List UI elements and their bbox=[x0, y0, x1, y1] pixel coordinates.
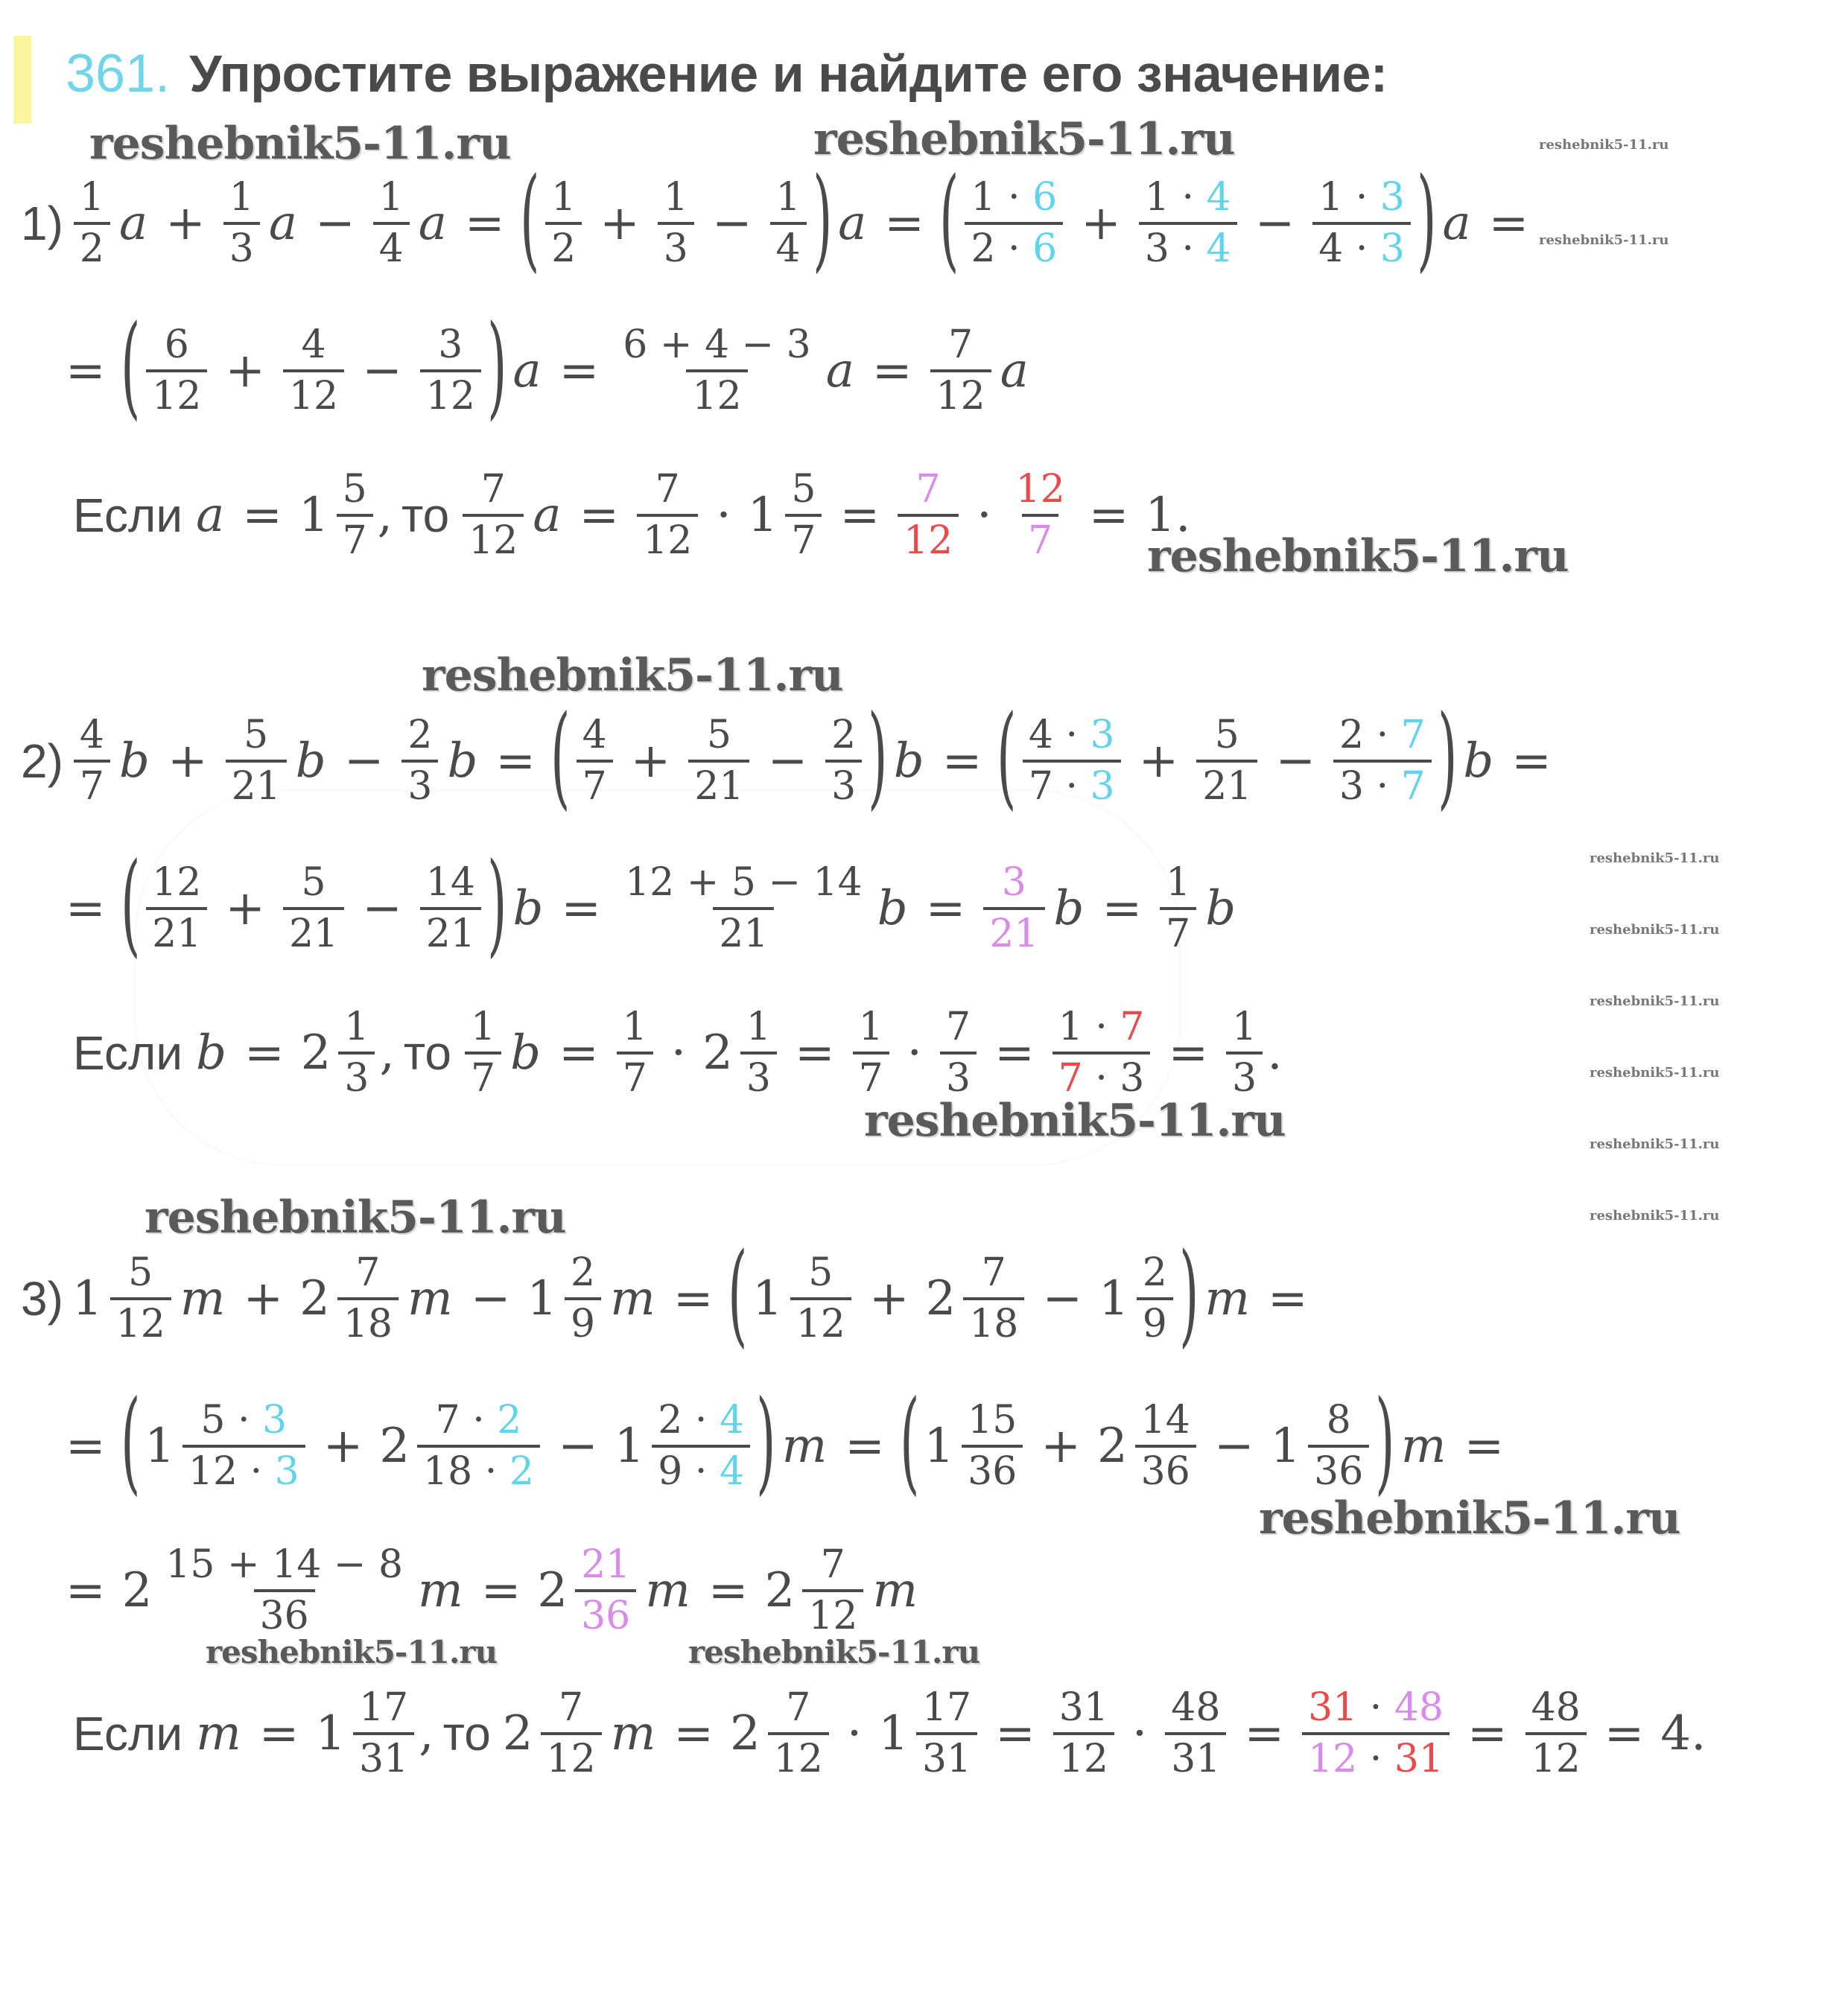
part2-answer-line: Если b = 2 $\frac{1}{3}$ , то $\frac{1}{7}$ b = $\frac{1}{7}$ · 2 $\frac{1}{3}$ = $\frac{1}{7}$ · $\frac{7}{3}$ = $\frac{1 \cdot 7}{7 \cdot 3}$ = $\frac{1}{3}$ . bbox=[73, 971, 1283, 1135]
variable: m bbox=[196, 1706, 241, 1761]
fraction: $\frac{1}{3}$ bbox=[740, 1003, 777, 1103]
watermark: reshebnik5-11.ru bbox=[1590, 1136, 1720, 1152]
fraction: $\frac{2 \cdot 4}{9 \cdot 4}$ bbox=[652, 1396, 750, 1496]
variable: b bbox=[447, 734, 478, 789]
fraction: $\frac{2}{3}$ bbox=[401, 711, 438, 811]
exercise-prompt: Упростите выражение и найдите его значение: bbox=[189, 45, 1388, 103]
fraction: $\frac{5}{21}$ bbox=[226, 711, 287, 811]
fraction: $\frac{1}{3}$ bbox=[223, 174, 260, 273]
watermark: reshebnik5-11.ru bbox=[1590, 993, 1720, 1009]
fraction: $\frac{12 + 5 - 14}{21}$ bbox=[619, 859, 869, 958]
fraction: $\frac{1}{7}$ bbox=[465, 1003, 501, 1103]
part3-line3: = 2 $\frac{15 + 14 - 8}{36}$ m = 2 $\frac{21}{36}$ m = 2 $\frac{7}{12}$ m bbox=[66, 1509, 922, 1673]
variable: m bbox=[872, 1563, 918, 1618]
watermark: reshebnik5-11.ru bbox=[688, 1634, 980, 1670]
fraction: $\frac{31 \cdot 48}{12 \cdot 31}$ bbox=[1302, 1684, 1449, 1784]
variable: a bbox=[268, 196, 298, 251]
watermark: reshebnik5-11.ru bbox=[1147, 530, 1569, 582]
fraction: $\frac{7 \cdot 2}{18 \cdot 2}$ bbox=[417, 1396, 540, 1496]
part1-label: 1) bbox=[21, 197, 63, 250]
fraction: $\frac{48}{31}$ bbox=[1165, 1684, 1226, 1784]
fraction: $\frac{14}{21}$ bbox=[420, 859, 481, 958]
part1-line2: = ( $\frac{6}{12}$ + $\frac{4}{12}$ − $\frac{3}{12}$ ) a = $\frac{6 + 4 - 3}{12}$ a = $\frac{7}{12}$ a bbox=[66, 302, 1029, 431]
variable: b bbox=[295, 734, 326, 789]
fraction: $\frac{4}{12}$ bbox=[283, 321, 344, 421]
fraction: $\frac{5}{7}$ bbox=[785, 465, 822, 565]
variable: b bbox=[1205, 881, 1236, 936]
watermark: reshebnik5-11.ru bbox=[422, 649, 843, 702]
part3-line1: 3) 1 $\frac{5}{12}$ m + 2 $\frac{7}{18}$ m − 1 $\frac{2}{9}$ m = ( 1 $\frac{5}{12}$ + 2 $\frac{7}{18}$ − 1 $\frac{2}{9}$ ) m = bbox=[21, 1230, 1308, 1359]
variable: m bbox=[407, 1271, 453, 1326]
variable: m bbox=[1400, 1419, 1447, 1474]
fraction: $\frac{7}{18}$ bbox=[337, 1249, 399, 1349]
fraction: $\frac{1}{2}$ bbox=[74, 174, 110, 273]
fraction: $\frac{6}{12}$ bbox=[146, 321, 207, 421]
part1-line1: 1) $\frac{1}{2}$ a + $\frac{1}{3}$ a − $\frac{1}{4}$ a = ( $\frac{1}{2}$ + $\frac{1}{3}$ − $\frac{1}{4}$ ) a = ( $\frac{1 \cdot 6}{2 \cdot 6}$ + $\frac{1 \cdot 4}{3 \cdot 4}$ − $\frac{1 \cdot 3}{4 \cdot 3}$ ) a = bbox=[21, 154, 1529, 284]
variable: b bbox=[510, 1025, 542, 1081]
fraction: $\frac{7}{12}$ bbox=[768, 1684, 829, 1784]
variable: a bbox=[533, 488, 562, 543]
fraction: $\frac{4}{7}$ bbox=[577, 711, 613, 811]
fraction: $\frac{5}{21}$ bbox=[283, 859, 344, 958]
watermark: reshebnik5-11.ru bbox=[1539, 137, 1669, 153]
fraction: $\frac{4 \cdot 3}{7 \cdot 3}$ bbox=[1023, 711, 1121, 811]
fraction: $\frac{21}{36}$ bbox=[575, 1541, 636, 1641]
word-if: Если bbox=[73, 489, 183, 542]
fraction: $\frac{2}{3}$ bbox=[825, 711, 862, 811]
watermark: reshebnik5-11.ru bbox=[1259, 1492, 1680, 1545]
variable: m bbox=[180, 1271, 226, 1326]
fraction: $\frac{1}{3}$ bbox=[338, 1003, 375, 1103]
watermark: reshebnik5-11.ru bbox=[1539, 232, 1669, 248]
variable: m bbox=[610, 1706, 656, 1761]
fraction: $\frac{5}{12}$ bbox=[790, 1249, 851, 1349]
watermark: reshebnik5-11.ru bbox=[1590, 1065, 1720, 1081]
fraction: $\frac{1 \cdot 7}{7 \cdot 3}$ bbox=[1052, 1003, 1151, 1103]
part2-label: 2) bbox=[21, 734, 63, 788]
fraction: $\frac{1}{2}$ bbox=[545, 174, 582, 273]
fraction: $\frac{2 \cdot 7}{3 \cdot 7}$ bbox=[1333, 711, 1432, 811]
fraction: $\frac{1}{3}$ bbox=[1226, 1003, 1263, 1103]
variable: m bbox=[645, 1563, 690, 1618]
exercise-title bbox=[66, 43, 1388, 104]
variable: b bbox=[512, 881, 544, 936]
part1-answer-line: Если a = 1 $\frac{5}{7}$ , то $\frac{7}{12}$ a = $\frac{7}{12}$ · 1 $\frac{5}{7}$ = $\frac{7}{12}$ · $\frac{12}{7}$ = 1. bbox=[73, 433, 1193, 597]
fraction: $\frac{3}{12}$ bbox=[420, 321, 481, 421]
fraction: $\frac{15}{36}$ bbox=[962, 1396, 1023, 1496]
fraction: $\frac{7}{12}$ bbox=[541, 1684, 602, 1784]
fraction: $\frac{7}{18}$ bbox=[963, 1249, 1024, 1349]
variable: m bbox=[610, 1271, 655, 1326]
fraction: $\frac{5}{12}$ bbox=[110, 1249, 171, 1349]
part2-line2: = ( $\frac{12}{21}$ + $\frac{5}{21}$ − $\frac{14}{21}$ ) b = $\frac{12 + 5 - 14}{21}$ b = $\frac{3}{21}$ b = $\frac{1}{7}$ b bbox=[66, 839, 1236, 969]
word-then: то bbox=[403, 1026, 451, 1080]
variable: a bbox=[1442, 196, 1471, 251]
fraction: $\frac{7}{12}$ bbox=[463, 465, 524, 565]
fraction: $\frac{31}{12}$ bbox=[1053, 1684, 1114, 1784]
watermark: reshebnik5-11.ru bbox=[89, 118, 511, 170]
part2-line1: 2) $\frac{4}{7}$ b + $\frac{5}{21}$ b − $\frac{2}{3}$ b = ( $\frac{4}{7}$ + $\frac{5}{21}$ − $\frac{2}{3}$ ) b = ( $\frac{4 \cdot 3}{7 \cdot 3}$ + $\frac{5}{21}$ − $\frac{2 \cdot 7}{3 \cdot 7}$ ) b = bbox=[21, 692, 1552, 821]
fraction: $\frac{1}{3}$ bbox=[658, 174, 694, 273]
variable: b bbox=[1463, 734, 1494, 789]
fraction: $\frac{7}{12}$ bbox=[930, 321, 991, 421]
fraction: $\frac{5 \cdot 3}{12 \cdot 3}$ bbox=[182, 1396, 305, 1496]
fraction: $\frac{4}{7}$ bbox=[74, 711, 110, 811]
watermark: reshebnik5-11.ru bbox=[1590, 850, 1720, 866]
watermark: reshebnik5-11.ru bbox=[206, 1634, 498, 1670]
fraction: $\frac{15 + 14 - 8}{36}$ bbox=[159, 1541, 409, 1641]
watermark: reshebnik5-11.ru bbox=[864, 1095, 1286, 1147]
fraction: $\frac{2}{9}$ bbox=[1137, 1249, 1173, 1349]
watermark: reshebnik5-11.ru bbox=[1590, 922, 1720, 938]
fraction: $\frac{8}{36}$ bbox=[1308, 1396, 1369, 1496]
variable: a bbox=[196, 488, 225, 543]
word-if: Если bbox=[73, 1707, 183, 1760]
fraction: $\frac{1}{4}$ bbox=[770, 174, 807, 273]
fraction: $\frac{1}{7}$ bbox=[1160, 859, 1196, 958]
variable: a bbox=[119, 196, 148, 251]
fraction: $\frac{1 \cdot 4}{3 \cdot 4}$ bbox=[1139, 174, 1237, 273]
fraction: $\frac{6 + 4 - 3}{12}$ bbox=[617, 321, 817, 421]
fraction: $\frac{1}{7}$ bbox=[617, 1003, 653, 1103]
watermark: reshebnik5-11.ru bbox=[145, 1192, 566, 1244]
title-highlight-bar bbox=[13, 36, 31, 124]
variable: a bbox=[1000, 343, 1029, 398]
fraction: $\frac{5}{21}$ bbox=[688, 711, 749, 811]
fraction: $\frac{1}{4}$ bbox=[373, 174, 410, 273]
watermark: reshebnik5-11.ru bbox=[813, 113, 1235, 165]
fraction: $\frac{7}{3}$ bbox=[940, 1003, 977, 1103]
variable: a bbox=[838, 196, 867, 251]
fraction: $\frac{1}{7}$ bbox=[853, 1003, 889, 1103]
part3-label: 3) bbox=[21, 1272, 63, 1326]
fraction: $\frac{3}{21}$ bbox=[983, 859, 1044, 958]
fraction: $\frac{48}{12}$ bbox=[1525, 1684, 1587, 1784]
variable: b bbox=[119, 734, 150, 789]
variable: b bbox=[877, 881, 908, 936]
variable: a bbox=[825, 343, 854, 398]
fraction: $\frac{7}{12}$ bbox=[898, 465, 959, 565]
variable: a bbox=[418, 196, 447, 251]
fraction: $\frac{1 \cdot 3}{4 \cdot 3}$ bbox=[1312, 174, 1411, 273]
variable: b bbox=[196, 1025, 227, 1081]
variable: a bbox=[512, 343, 542, 398]
exercise-number: 361. bbox=[66, 44, 171, 104]
variable: b bbox=[1053, 881, 1085, 936]
fraction: $\frac{17}{31}$ bbox=[353, 1684, 414, 1784]
fraction: $\frac{1 \cdot 6}{2 \cdot 6}$ bbox=[965, 174, 1063, 273]
word-if: Если bbox=[73, 1026, 183, 1080]
variable: m bbox=[1204, 1271, 1251, 1326]
fraction: $\frac{17}{31}$ bbox=[916, 1684, 977, 1784]
fraction: $\frac{7}{12}$ bbox=[802, 1541, 863, 1641]
fraction: $\frac{5}{7}$ bbox=[337, 465, 373, 565]
part3-answer-line: Если m = 1 $\frac{17}{31}$ , то 2 $\frac{7}{12}$ m = 2 $\frac{7}{12}$ · 1 $\frac{17}{31}$ = $\frac{31}{12}$ · $\frac{48}{31}$ = $\frac{31 \cdot 48}{12 \cdot 31}$ = $\frac{48}{12}$ = 4. bbox=[73, 1652, 1709, 1816]
word-then: то bbox=[401, 489, 450, 542]
fraction: $\frac{7}{12}$ bbox=[637, 465, 698, 565]
part3-line2: = ( 1 $\frac{5 \cdot 3}{12 \cdot 3}$ + 2 $\frac{7 \cdot 2}{18 \cdot 2}$ − 1 $\frac{2 \cdot 4}{9 \cdot 4}$ ) m = ( 1 $\frac{15}{36}$ + 2 $\frac{14}{36}$ − 1 $\frac{8}{36}$ ) m = bbox=[66, 1377, 1505, 1507]
fraction: $\frac{12}{21}$ bbox=[146, 859, 207, 958]
word-then: то bbox=[442, 1707, 491, 1760]
fraction: $\frac{2}{9}$ bbox=[565, 1249, 601, 1349]
variable: b bbox=[893, 734, 924, 789]
watermark: reshebnik5-11.ru bbox=[1590, 1208, 1720, 1224]
fraction: $\frac{12}{7}$ bbox=[1010, 465, 1071, 565]
variable: m bbox=[418, 1563, 463, 1618]
variable: m bbox=[781, 1419, 828, 1474]
fraction: $\frac{14}{36}$ bbox=[1135, 1396, 1196, 1496]
fraction: $\frac{5}{21}$ bbox=[1196, 711, 1257, 811]
